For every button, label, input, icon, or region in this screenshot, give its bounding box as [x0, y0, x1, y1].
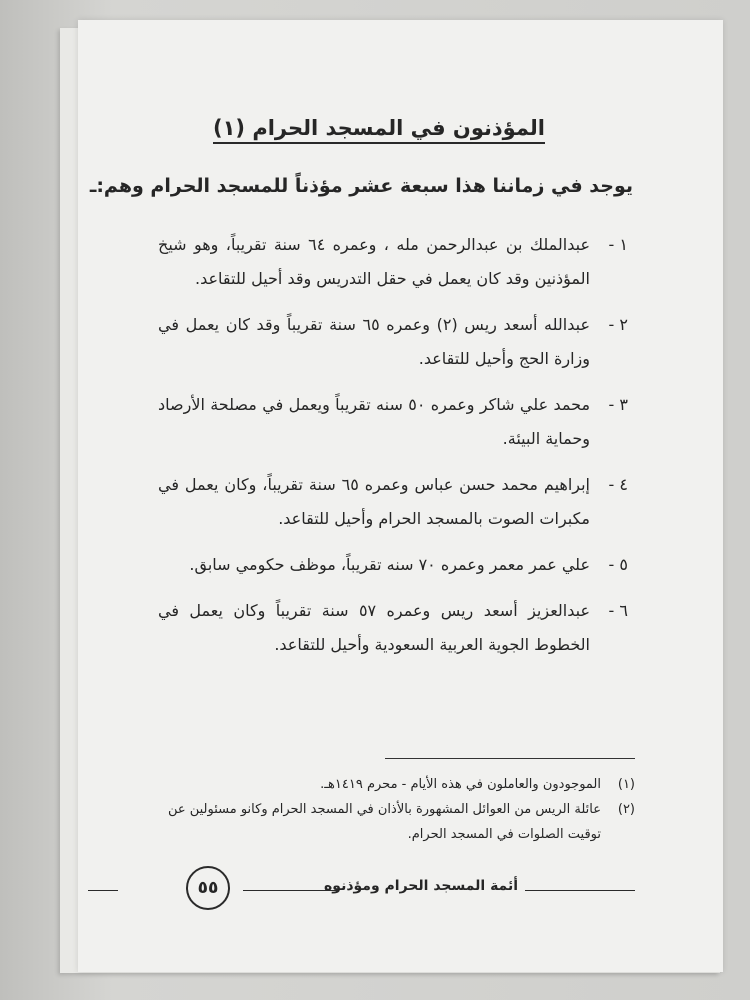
list-item-number: ٤ -	[608, 475, 628, 494]
list-item-number: ٢ -	[608, 315, 628, 334]
list-item-text: محمد علي شاكر وعمره ٥٠ سنه تقريباً ويعمل في مصلحة الأرصاد وحماية البيئة.	[158, 395, 591, 448]
footnote-number: (١)	[617, 777, 635, 792]
footer-rule	[525, 890, 635, 891]
footnote-text: الموجودون والعاملون في هذه الأيام - محرم ١٤١٩هـ.	[320, 777, 601, 792]
list-item	[158, 388, 628, 456]
list-item-number: ٦ -	[608, 601, 628, 620]
list-item	[158, 468, 628, 536]
list-item-number: ٥ -	[608, 555, 628, 574]
list-item-number: ٣ -	[608, 395, 628, 414]
list-item-text: عبدالعزيز أسعد ريس وعمره ٥٧ سنة تقريباً وكان يعمل في الخطوط الجوية العربية السعودية وأحيل للتقاعد.	[158, 601, 591, 654]
list-item-text: إبراهيم محمد حسن عباس وعمره ٦٥ سنة تقريباً، وكان يعمل في مكبرات الصوت بالمسجد الحرام وأحيل للتقاعد.	[158, 475, 591, 528]
running-footer-title: أئمة المسجد الحرام ومؤذنوه	[324, 878, 518, 894]
list-item	[158, 228, 628, 296]
list-item-text: عبدالله أسعد ريس (٢) وعمره ٦٥ سنة تقريباً وقد كان يعمل في وزارة الحج وأحيل للتقاعد.	[158, 315, 591, 368]
footer-rule	[88, 890, 118, 891]
book-page	[78, 20, 723, 972]
footnote-text: عائلة الريس من العوائل المشهورة بالأذان في المسجد الحرام وكانو مسئولين عن توقيت الصلوات في المسجد الحرام.	[167, 802, 601, 842]
list-item-number: ١ -	[608, 235, 628, 254]
footnote-divider	[385, 758, 635, 759]
footnote	[155, 797, 635, 847]
page-title: المؤذنون في المسجد الحرام (١)	[213, 116, 545, 144]
list-item	[158, 548, 628, 582]
muezzin-list	[158, 228, 628, 674]
list-item	[158, 594, 628, 662]
footnote-number: (٢)	[617, 802, 635, 817]
page-number-badge: ٥٥	[186, 866, 230, 910]
footnotes	[155, 772, 635, 847]
list-item-text: علي عمر معمر وعمره ٧٠ سنه تقريباً، موظف حكومي سابق.	[189, 555, 590, 574]
list-item-text: عبدالملك بن عبدالرحمن مله ، وعمره ٦٤ سنة تقريباً، وهو شيخ المؤذنين وقد كان يعمل في حقل التدريس وقد أحيل للتقاعد.	[158, 235, 591, 288]
footnote	[155, 772, 635, 797]
footer-rule	[243, 890, 338, 891]
intro-text: يوجد في زماننا هذا سبعة عشر مؤذناً للمسجد الحرام وهم:ـ	[89, 175, 633, 197]
list-item	[158, 308, 628, 376]
